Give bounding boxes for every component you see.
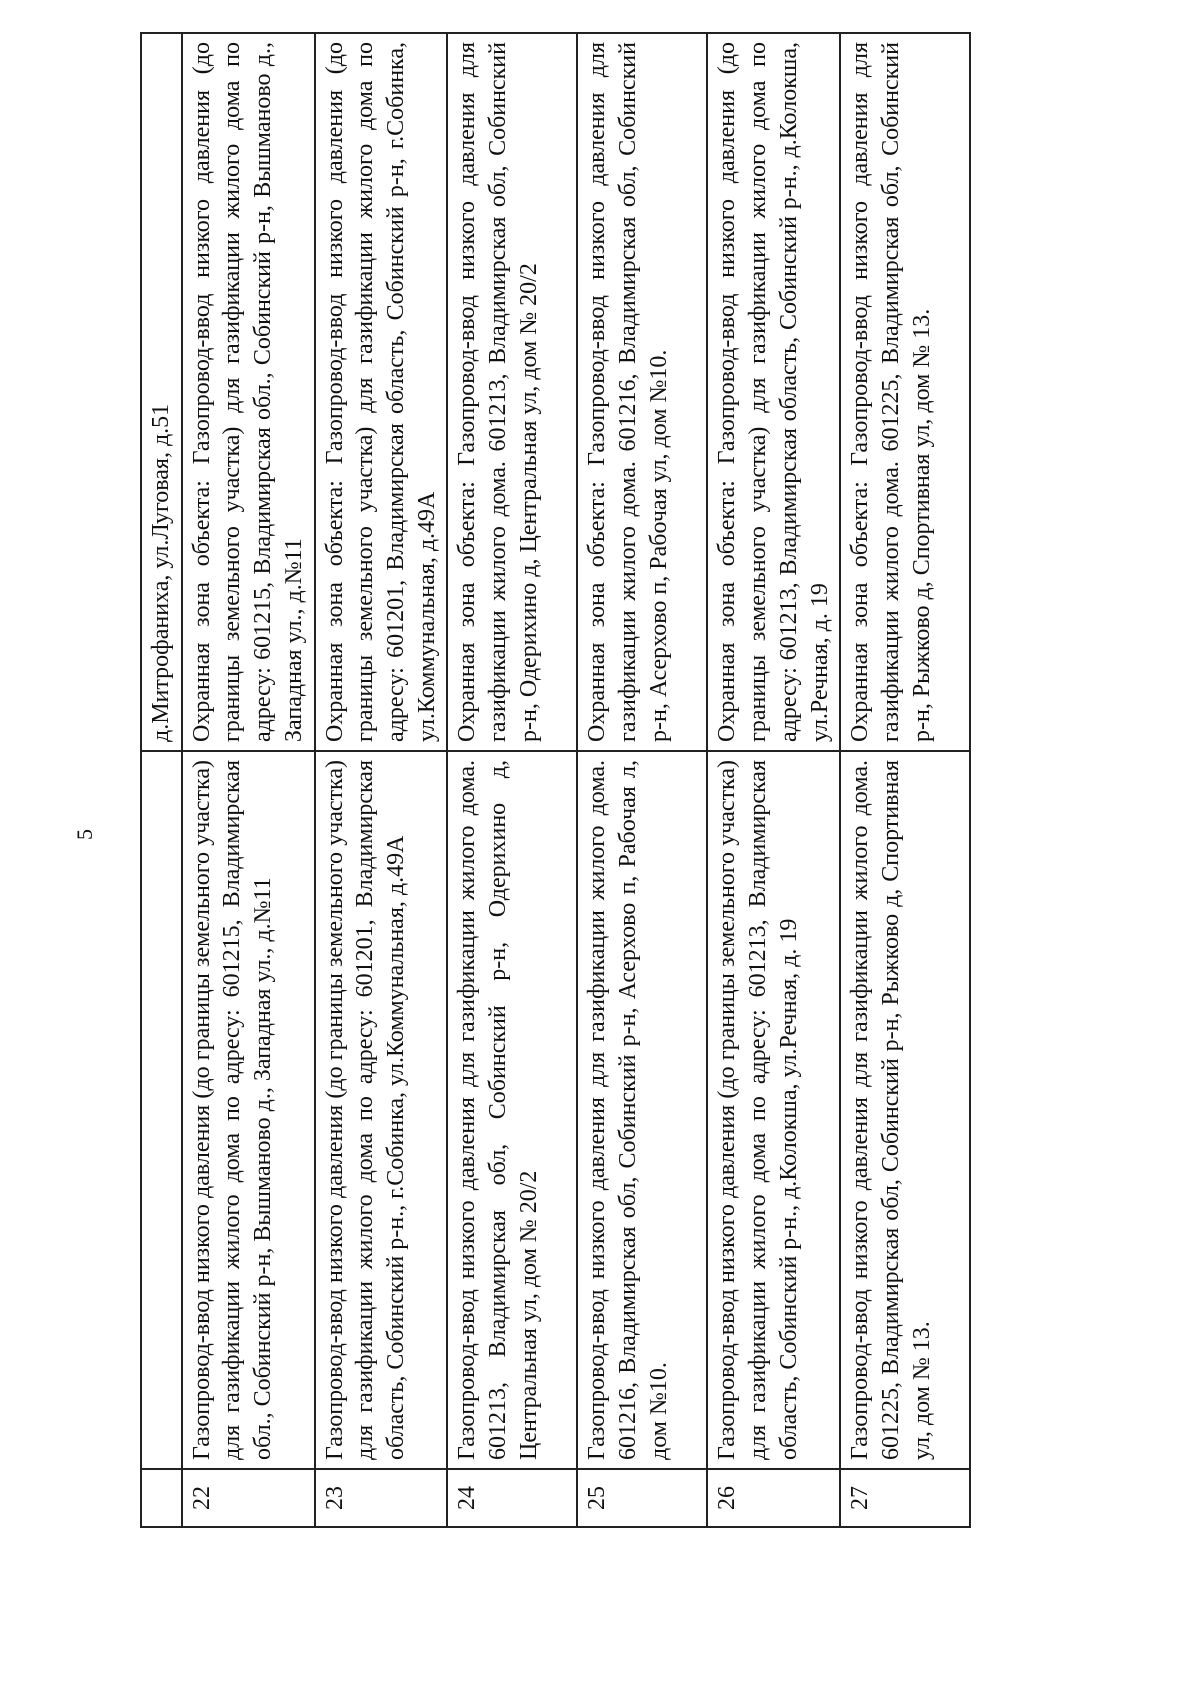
object-description: Газопровод-ввод низкого давления для газификации жилого дома. 601213, Владимирская обл, Собинский р-н, Одерихино д, Центральная ул, дом № 20/2 xyxy=(447,751,577,1469)
objects-table xyxy=(140,32,971,1528)
table-row xyxy=(182,33,315,1527)
protection-zone: Охранная зона объекта: Газопровод-ввод низкого давления (до границы земельного участка) для газификации жилого дома по адресу: 601201, Владимирская область, Собинский р-н, г.Собинка, ул.Коммунальная, д.49А xyxy=(315,33,448,751)
object-description: Газопровод-ввод низкого давления для газификации жилого дома. 601216, Владимирская обл, Собинский р-н, Асерхово п, Рабочая л, дом №10. xyxy=(577,751,707,1469)
empty-description-cell xyxy=(141,751,182,1469)
table-container xyxy=(140,42,1020,1528)
table-row xyxy=(577,33,707,1527)
object-description: Газопровод-ввод низкого давления (до границы земельного участка) для газификации жилого дома по адресу: 601215, Владимирская обл., Собинский р-н, Вышманово д., Западная ул., д.№11 xyxy=(182,751,315,1469)
row-number: 22 xyxy=(182,1469,315,1527)
protection-zone: Охранная зона объекта: Газопровод-ввод низкого давления (до границы земельного участка) для газификации жилого дома по адресу: 601213, Владимирская область, Собинский р-н., д.Колокша, ул.Речная, д. 19 xyxy=(707,33,840,751)
row-number: 24 xyxy=(447,1469,577,1527)
row-number: 27 xyxy=(840,1469,970,1527)
row-number: 23 xyxy=(315,1469,448,1527)
table-row-continuation xyxy=(141,33,182,1527)
object-description: Газопровод-ввод низкого давления для газификации жилого дома. 601225, Владимирская обл, Собинский р-н, Рыжково д, Спортивная ул, дом № 13. xyxy=(840,751,970,1469)
table-row xyxy=(840,33,970,1527)
protection-zone: Охранная зона объекта: Газопровод-ввод низкого давления (до границы земельного участка) для газификации жилого дома по адресу: 601215, Владимирская обл., Собинский р-н, Вышманово д., Западная ул., д.№11 xyxy=(182,33,315,751)
protection-zone: Охранная зона объекта: Газопровод-ввод низкого давления для газификации жилого дома. 601213, Владимирская обл, Собинский р-н, Одерихино д, Центральная ул, дом № 20/2 xyxy=(447,33,577,751)
row-number: 26 xyxy=(707,1469,840,1527)
table-row xyxy=(315,33,448,1527)
table-row xyxy=(447,33,577,1527)
continued-zone-text: д.Митрофаниха, ул.Луговая, д.51 xyxy=(148,403,174,742)
protection-zone: Охранная зона объекта: Газопровод-ввод низкого давления для газификации жилого дома. 601216, Владимирская обл, Собинский р-н, Асерхово п, Рабочая ул, дом №10. xyxy=(577,33,707,751)
continued-zone-cell xyxy=(141,33,182,751)
empty-number-cell xyxy=(141,1469,182,1527)
table-row xyxy=(707,33,840,1527)
object-description: Газопровод-ввод низкого давления (до границы земельного участка) для газификации жилого дома по адресу: 601201, Владимирская область, Собинский р-н., г.Собинка, ул.Коммунальная, д.49А xyxy=(315,751,448,1469)
page-number: 5 xyxy=(72,829,97,840)
row-number: 25 xyxy=(577,1469,707,1527)
object-description: Газопровод-ввод низкого давления (до границы земельного участка) для газификации жилого дома по адресу: 601213, Владимирская область, Собинский р-н., д.Колокша, ул.Речная, д. 19 xyxy=(707,751,840,1469)
protection-zone: Охранная зона объекта: Газопровод-ввод низкого давления для газификации жилого дома. 601225, Владимирская обл, Собинский р-н, Рыжково д, Спортивная ул, дом № 13. xyxy=(840,33,970,751)
